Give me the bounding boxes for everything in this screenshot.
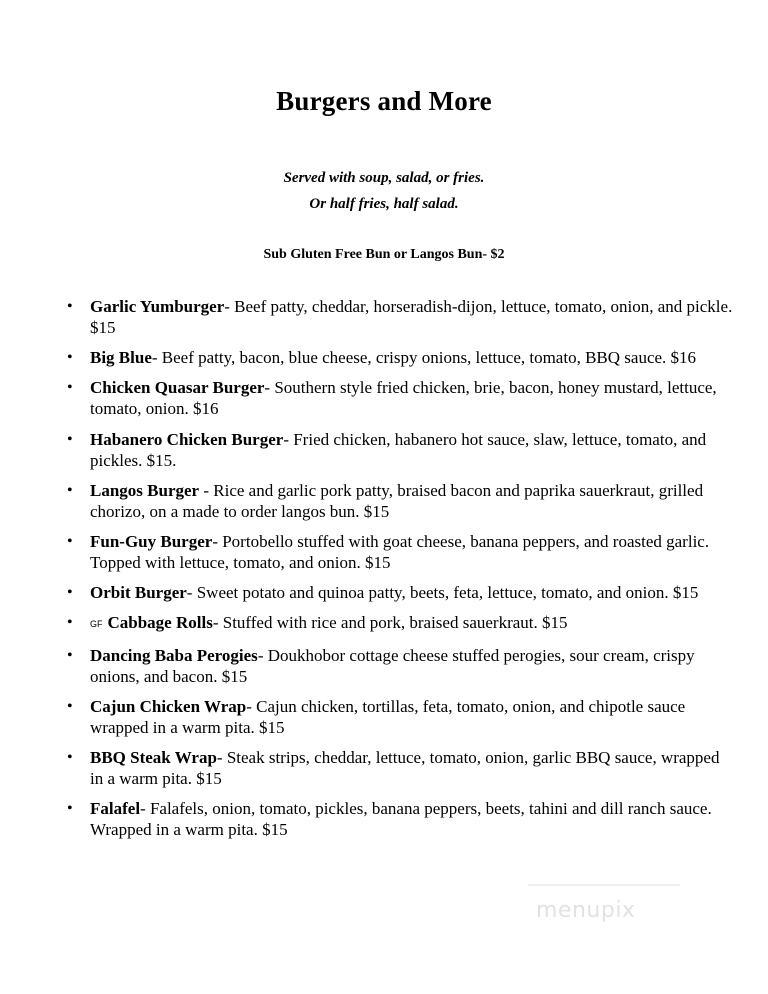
half-and-half-note: Or half fries, half salad. (309, 196, 459, 212)
menu-item-description: - Cajun chicken, tortillas, feta, tomato, onion, and chipotle sauce wrapped in a warm pita. $15 (90, 696, 686, 737)
bullet-icon: • (67, 298, 73, 315)
menu-item-name: Cajun Chicken Wrap (90, 696, 247, 716)
menu-item-name: BBQ Steak Wrap (90, 747, 217, 767)
menu-item-name: Dancing Baba Perogies (90, 645, 258, 665)
menu-item-description: - Sweet potato and quinoa patty, beets, feta, lettuce, tomato, and onion. $15 (186, 583, 699, 603)
menu-item (66, 480, 736, 522)
bullet-icon: • (67, 430, 73, 448)
bun-substitution-note: Sub Gluten Free Bun or Langos Bun- $2 (263, 247, 505, 262)
menu-item-description: - Portobello stuffed with goat cheese, banana peppers, and roasted garlic. Topped with lettuce, tomato, and onion. $15 (90, 531, 710, 572)
menu-item (66, 747, 736, 789)
menu-item-description: - Steak strips, cheddar, lettuce, tomato, onion, garlic BBQ sauce, wrapped in a warm pita. $15 (90, 747, 720, 788)
menu-item (66, 582, 736, 603)
gluten-free-tag: GF (90, 619, 103, 630)
bullet-icon: • (67, 748, 73, 766)
menu-item-name: Habanero Chicken Burger (90, 429, 284, 449)
menu-item-name: Orbit Burger (90, 583, 187, 603)
menu-item-description: - Fried chicken, habanero hot sauce, slaw, lettuce, tomato, and pickles. $15. (90, 429, 707, 470)
menu-item-description: - Beef patty, bacon, blue cheese, crispy onions, lettuce, tomato, BBQ sauce. $16 (151, 348, 697, 368)
menu-item (66, 296, 736, 338)
menu-item-name: Chicken Quasar Burger (90, 378, 265, 398)
menu-item-description: - Doukhobor cottage cheese stuffed perogies, sour cream, crispy onions, and bacon. $15 (90, 645, 695, 686)
menu-item (66, 347, 736, 368)
bullet-icon: • (67, 697, 73, 715)
menu-item (66, 531, 736, 573)
bullet-icon: • (67, 532, 73, 550)
menu-item (66, 798, 736, 840)
bullet-icon: • (67, 800, 73, 818)
bullet-icon: • (67, 349, 73, 367)
menu-item (66, 645, 736, 687)
menu-item-description: - Southern style fried chicken, brie, bacon, honey mustard, lettuce, tomato, onion. $16 (90, 378, 717, 419)
menu-item (66, 377, 736, 419)
menu-item-description: - Rice and garlic pork patty, braised bacon and paprika sauerkraut, grilled chorizo, on a made to order langos bun. $15 (90, 480, 704, 521)
menu-list (66, 296, 736, 849)
menu-item-description: - Beef patty, cheddar, horseradish-dijon, lettuce, tomato, onion, and pickle. $15 (90, 297, 733, 337)
watermark-divider (528, 884, 680, 886)
menu-item (66, 429, 736, 471)
menu-item-name: Garlic Yumburger (90, 297, 225, 316)
bullet-icon: • (67, 481, 73, 499)
menu-item (66, 612, 736, 635)
served-with-note: Served with soup, salad, or fries. (283, 170, 485, 186)
bullet-icon: • (67, 379, 73, 397)
menu-item-name: Langos Burger (90, 480, 200, 500)
menu-item-name: Big Blue (90, 348, 152, 368)
menu-item-description: - Falafels, onion, tomato, pickles, banana peppers, beets, tahini and dill ranch sauce. Wrapped in a warm pita. $15 (90, 799, 712, 840)
menu-item-name: Falafel (90, 799, 141, 819)
menu-item (66, 696, 736, 738)
bullet-icon: • (67, 584, 73, 602)
bullet-icon: • (67, 614, 73, 632)
menu-item-name: Fun-Guy Burger (90, 531, 213, 551)
menu-item-name: Cabbage Rolls (107, 613, 213, 633)
menupix-watermark: menupix (536, 898, 636, 923)
bullet-icon: • (67, 646, 73, 664)
menu-item-description: - Stuffed with rice and pork, braised sauerkraut. $15 (212, 613, 568, 633)
page-title: Burgers and More (276, 86, 492, 116)
